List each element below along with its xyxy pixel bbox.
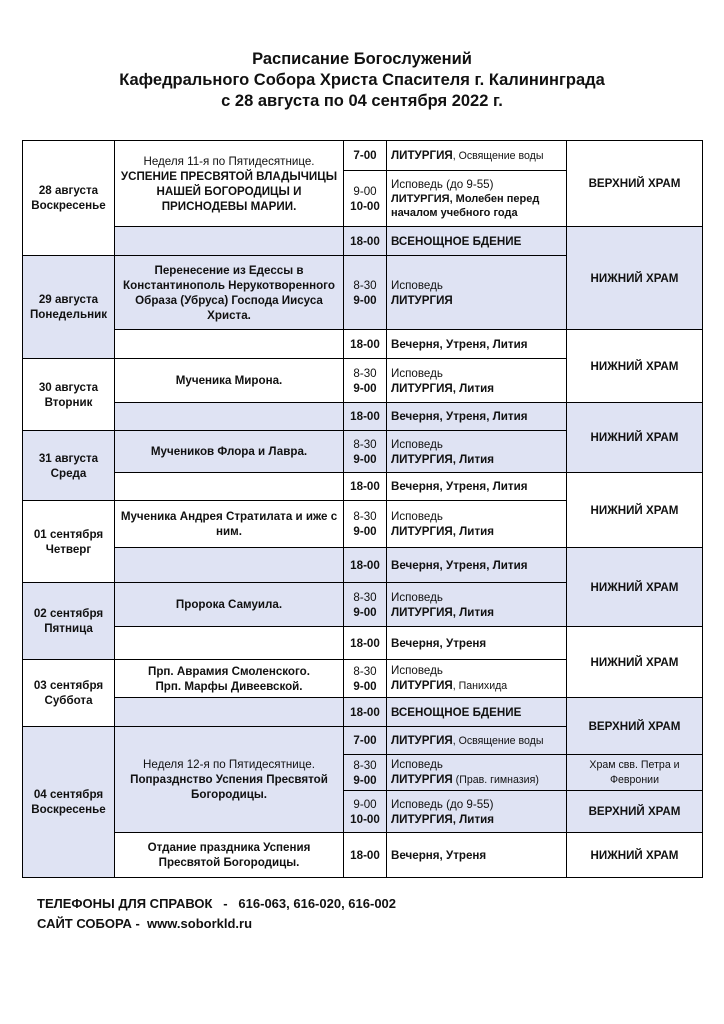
- service-main: Вечерня, Утреня, Лития: [391, 480, 528, 493]
- time-cell: [344, 171, 387, 227]
- time-cell: [344, 727, 387, 755]
- date-label: 02 сентября: [33, 607, 104, 620]
- service-main: Вечерня, Утреня, Лития: [391, 558, 528, 572]
- time-value: 9-00: [353, 679, 377, 693]
- service-line: Исповедь: [391, 758, 443, 771]
- time-value: 9-00: [353, 773, 377, 787]
- time-cell: [344, 141, 387, 171]
- feast-line: Отдание праздника Успения Пресвятой Богородицы.: [147, 841, 311, 869]
- feast-line: Пророка Самуила.: [175, 598, 283, 611]
- service-line: Исповедь (до 9-55): [391, 797, 494, 811]
- service-line: ЛИТУРГИЯ, Молебен перед началом учебного года: [391, 193, 540, 219]
- time-value: 10-00: [350, 199, 380, 213]
- date-cell: [23, 660, 115, 727]
- feast-line: Неделя 12-я по Пятидесятнице.: [143, 758, 315, 771]
- service-cell: [387, 548, 567, 583]
- temple-cell: [567, 473, 703, 548]
- service-cell: [387, 791, 567, 833]
- feast-line: Мученика Мирона.: [175, 374, 283, 387]
- temple-name: НИЖНИЙ ХРАМ: [590, 359, 679, 373]
- footer: [37, 894, 396, 934]
- document-title: [0, 49, 724, 112]
- title-line-3: с 28 августа по 04 сентября 2022 г.: [221, 92, 503, 110]
- blank-cell: [115, 330, 344, 359]
- blank-cell: [115, 627, 344, 660]
- temple-name: НИЖНИЙ ХРАМ: [590, 431, 679, 444]
- title-line-1: Расписание Богослужений: [252, 50, 472, 68]
- shade-cell: [115, 698, 344, 727]
- date-cell: [23, 583, 115, 660]
- table-row: [23, 403, 703, 431]
- temple-name: НИЖНИЙ ХРАМ: [590, 580, 679, 594]
- service-main: Вечерня, Утреня: [391, 636, 487, 650]
- temple-cell: [567, 227, 703, 330]
- time-value: 8-30: [353, 366, 377, 380]
- feast-cell: [115, 660, 344, 698]
- feast-line: Попразднство Успения Пресвятой Богородицы.: [130, 773, 328, 801]
- website-line: САЙТ СОБОРА - www.soborkld.ru: [37, 916, 253, 931]
- service-line: Исповедь (до 9-55): [391, 178, 494, 191]
- phones-line: ТЕЛЕФОНЫ ДЛЯ СПРАВОК - 616-063, 616-020, 616-002: [37, 896, 397, 911]
- table-row: [23, 141, 703, 171]
- temple-cell: [567, 627, 703, 698]
- date-label: 31 августа: [38, 451, 99, 465]
- time-value: 18-00: [350, 636, 380, 650]
- time-value: 8-30: [353, 278, 377, 292]
- feast-cell: [115, 833, 344, 878]
- temple-name: ВЕРХНИЙ ХРАМ: [588, 177, 681, 190]
- service-main: Вечерня, Утреня: [391, 848, 487, 862]
- time-value: 8-30: [353, 758, 377, 772]
- time-value: 18-00: [350, 480, 380, 493]
- shade-cell: [115, 403, 344, 431]
- weekday-label: Вторник: [44, 395, 93, 409]
- temple-cell: [567, 548, 703, 627]
- service-cell: [387, 171, 567, 227]
- feast-cell: [115, 141, 344, 227]
- time-cell: [344, 660, 387, 698]
- table-row: [23, 833, 703, 878]
- title-line-2: Кафедрального Собора Христа Спасителя г. Калининграда: [119, 71, 605, 89]
- feast-cell: [115, 727, 344, 833]
- service-main: ВСЕНОЩНОЕ БДЕНИЕ: [391, 705, 522, 719]
- time-cell: [344, 548, 387, 583]
- time-value: 18-00: [350, 410, 380, 423]
- service-extra: , Освящение воды: [452, 149, 544, 162]
- temple-name: НИЖНИЙ ХРАМ: [590, 655, 679, 669]
- table-row: [23, 473, 703, 501]
- time-value: 10-00: [350, 812, 380, 826]
- temple-cell: [567, 755, 703, 791]
- date-cell: [23, 359, 115, 431]
- time-cell: [344, 755, 387, 791]
- weekday-label: Воскресенье: [31, 199, 106, 212]
- time-cell: [344, 791, 387, 833]
- service-extra: (Прав. гимназия): [452, 774, 539, 786]
- time-value: 9-00: [353, 452, 377, 466]
- date-cell: [23, 256, 115, 359]
- temple-cell: [567, 141, 703, 227]
- service-cell: [387, 256, 567, 330]
- service-main: Вечерня, Утреня, Лития: [391, 337, 528, 351]
- service-cell: [387, 698, 567, 727]
- weekday-label: Суббота: [44, 694, 93, 707]
- service-cell: [387, 227, 567, 256]
- time-cell: [344, 627, 387, 660]
- time-value: 18-00: [350, 558, 380, 572]
- time-cell: [344, 256, 387, 330]
- temple-name: Храм свв. Петра и Февронии: [589, 758, 680, 786]
- time-value: 18-00: [350, 337, 380, 351]
- time-value: 8-30: [353, 664, 377, 678]
- table-row: [23, 698, 703, 727]
- time-value: 8-30: [353, 437, 377, 451]
- feast-line: УСПЕНИЕ ПРЕСВЯТОЙ ВЛАДЫЧИЦЫ НАШЕЙ БОГОРОДИЦЫ И ПРИСНОДЕВЫ МАРИИ.: [120, 169, 338, 213]
- time-value: 9-00: [353, 797, 377, 811]
- service-main: ЛИТУРГИЯ: [391, 773, 453, 786]
- time-cell: [344, 431, 387, 473]
- service-main: ВСЕНОЩНОЕ БДЕНИЕ: [391, 234, 522, 248]
- service-cell: [387, 727, 567, 755]
- service-cell: [387, 359, 567, 403]
- service-main: Вечерня, Утреня, Лития: [391, 410, 528, 423]
- date-label: 29 августа: [38, 293, 99, 306]
- date-label: 04 сентября: [33, 788, 104, 801]
- feast-line: Мучеников Флора и Лавра.: [150, 445, 308, 458]
- time-value: 7-00: [353, 149, 377, 162]
- service-line: Исповедь: [391, 590, 443, 604]
- service-line: Исповедь: [391, 278, 443, 292]
- date-label: 28 августа: [38, 184, 99, 197]
- time-cell: [344, 330, 387, 359]
- feast-line: Неделя 11-я по Пятидесятнице.: [143, 154, 315, 168]
- feast-cell: [115, 431, 344, 473]
- temple-name: ВЕРХНИЙ ХРАМ: [588, 719, 681, 733]
- feast-line: Прп. Аврамия Смоленского.: [148, 664, 310, 678]
- time-value: 9-00: [353, 605, 377, 619]
- feast-cell: [115, 583, 344, 627]
- temple-name: НИЖНИЙ ХРАМ: [590, 271, 679, 285]
- service-cell: [387, 627, 567, 660]
- date-label: 03 сентября: [33, 679, 104, 692]
- weekday-label: Среда: [50, 466, 87, 480]
- blank-cell: [115, 473, 344, 501]
- temple-name: НИЖНИЙ ХРАМ: [590, 848, 679, 862]
- date-label: 01 сентября: [33, 527, 104, 541]
- service-cell: [387, 431, 567, 473]
- service-cell: [387, 141, 567, 171]
- time-value: 18-00: [350, 848, 380, 862]
- feast-cell: [115, 256, 344, 330]
- time-cell: [344, 359, 387, 403]
- time-cell: [344, 403, 387, 431]
- feast-line: Мученика Андрея Стратилата и иже с ним.: [120, 510, 338, 538]
- table-row: [23, 330, 703, 359]
- temple-cell: [567, 698, 703, 755]
- service-line: Исповедь: [391, 437, 443, 451]
- service-line: Исповедь: [391, 366, 443, 380]
- table-row: [23, 227, 703, 256]
- table-row: [23, 548, 703, 583]
- time-value: 9-00: [353, 293, 377, 307]
- date-cell: [23, 141, 115, 256]
- service-line: Исповедь: [391, 510, 443, 523]
- time-cell: [344, 227, 387, 256]
- time-cell: [344, 501, 387, 548]
- date-cell: [23, 501, 115, 583]
- schedule-table: [22, 140, 703, 878]
- service-cell: [387, 660, 567, 698]
- time-value: 8-30: [353, 510, 377, 523]
- temple-cell: [567, 403, 703, 473]
- service-line: ЛИТУРГИЯ, Лития: [391, 525, 495, 538]
- time-value: 9-00: [353, 184, 377, 198]
- date-label: 30 августа: [38, 380, 99, 394]
- feast-cell: [115, 359, 344, 403]
- temple-cell: [567, 833, 703, 878]
- time-value: 18-00: [350, 234, 380, 248]
- service-cell: [387, 755, 567, 791]
- weekday-label: Четверг: [45, 542, 92, 556]
- feast-cell: [115, 501, 344, 548]
- service-line: ЛИТУРГИЯ, Лития: [391, 605, 495, 619]
- time-value: 9-00: [353, 381, 377, 395]
- service-cell: [387, 833, 567, 878]
- time-cell: [344, 583, 387, 627]
- weekday-label: Воскресенье: [31, 803, 106, 816]
- temple-cell: [567, 791, 703, 833]
- service-cell: [387, 583, 567, 627]
- service-main: ЛИТУРГИЯ: [391, 679, 453, 692]
- service-line: ЛИТУРГИЯ, Лития: [391, 812, 495, 826]
- service-line: ЛИТУРГИЯ, Лития: [391, 381, 495, 395]
- service-cell: [387, 501, 567, 548]
- temple-name: НИЖНИЙ ХРАМ: [590, 503, 679, 517]
- service-cell: [387, 330, 567, 359]
- time-cell: [344, 473, 387, 501]
- temple-cell: [567, 330, 703, 403]
- feast-line: Перенесение из Едессы в Константинополь Нерукотворенного Образа (Убруса) Господа Иисуса Христа.: [123, 263, 335, 322]
- service-main: ЛИТУРГИЯ: [391, 733, 453, 747]
- service-cell: [387, 403, 567, 431]
- service-main: ЛИТУРГИЯ: [391, 148, 453, 162]
- time-value: 7-00: [353, 734, 377, 747]
- date-cell: [23, 431, 115, 501]
- shade-cell: [115, 227, 344, 256]
- service-extra: , Панихида: [452, 680, 508, 692]
- service-line: ЛИТУРГИЯ, Лития: [391, 452, 495, 466]
- shade-cell: [115, 548, 344, 583]
- table-row: [23, 627, 703, 660]
- service-cell: [387, 473, 567, 501]
- time-cell: [344, 698, 387, 727]
- weekday-label: Понедельник: [29, 308, 108, 321]
- feast-line: Прп. Марфы Дивеевской.: [155, 679, 303, 693]
- time-value: 18-00: [350, 705, 380, 719]
- time-value: 8-30: [353, 590, 377, 604]
- service-line: Исповедь: [391, 664, 443, 677]
- time-cell: [344, 833, 387, 878]
- time-value: 9-00: [353, 525, 377, 538]
- service-extra: , Освящение воды: [452, 734, 544, 747]
- weekday-label: Пятница: [44, 622, 93, 635]
- date-cell: [23, 727, 115, 878]
- temple-name: ВЕРХНИЙ ХРАМ: [588, 805, 681, 818]
- service-line: ЛИТУРГИЯ: [391, 293, 453, 307]
